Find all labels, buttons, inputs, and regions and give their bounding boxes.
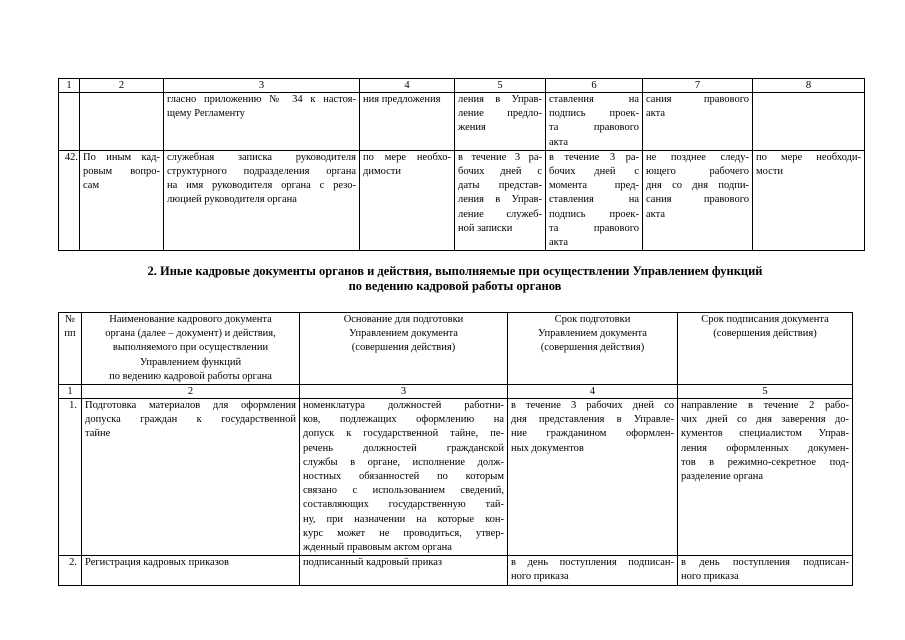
text-line: ление служеб- [458, 208, 542, 220]
row42-term-8 [753, 150, 865, 250]
header-signing-deadline [678, 313, 853, 385]
text-line: Подготовка материалов для оформления [85, 400, 296, 412]
text-line: структурного подразделения органа [167, 166, 356, 178]
text-line: подписанный кадровый приказ [303, 557, 443, 569]
section-heading [58, 264, 852, 294]
text-line: пп [64, 328, 76, 340]
text-line: Управлением документа [538, 328, 647, 340]
text-line: Регистрация кадровых приказов [85, 557, 229, 569]
text-line: дня представления в Управле- [511, 414, 674, 426]
text-line: Наименование кадрового документа [109, 314, 272, 325]
text-line: ющего рабочего [646, 166, 749, 178]
text-line: ного приказа [681, 571, 739, 583]
text-line: чих дней со дня заверения до- [681, 414, 849, 426]
text-line: связано с использованием сведений, [303, 485, 504, 497]
text-line: дня со дня подпи- [646, 180, 749, 192]
text-line: по мере необхо- [363, 151, 451, 163]
text-line: Управлением документа [349, 328, 458, 340]
section-heading-line-2: по ведению кадровой работы органов [348, 279, 562, 293]
text-line: служебная записка руководителя [167, 151, 356, 163]
text-line: ния предложения [363, 94, 441, 105]
column-number-row [59, 79, 865, 93]
text-line: службы в органе, исполнение долж- [303, 456, 504, 468]
text-line: щему Регламенту [167, 108, 245, 120]
text-line: допуск к государственной тайне, пе- [303, 428, 504, 440]
text-line: та правового [549, 122, 639, 134]
row42-document-name [80, 150, 164, 250]
text-line: жденный правовым актом органа [303, 542, 452, 554]
text-line: ной записки [458, 222, 513, 234]
text-line: акта [549, 237, 569, 249]
row-cell-c4 [508, 556, 678, 585]
column-number: 2 [82, 385, 300, 399]
column-number: 4 [508, 385, 678, 399]
text-line: Срок подготовки [554, 314, 631, 325]
column-number: 1 [59, 79, 80, 93]
column-number: 7 [643, 79, 753, 93]
text-line: ление предло- [458, 108, 542, 120]
table-header-row [59, 313, 853, 385]
text-line: мости [756, 166, 784, 178]
text-line: ние гражданином оформлен- [511, 428, 674, 440]
text-line: акта [549, 136, 569, 148]
column-number: 2 [80, 79, 164, 93]
text-line: на имя руководителя органа с резо- [167, 180, 356, 192]
text-line: По иным кад- [83, 151, 160, 163]
text-line: Срок подписания документа [701, 314, 829, 325]
text-line: подпись проек- [549, 108, 639, 120]
row-number: 2. [59, 556, 82, 585]
text-line: составляющих государственную тай- [303, 499, 504, 511]
text-line: (совершения действия) [351, 342, 456, 354]
text-line: бочих дней с [458, 166, 542, 178]
text-line: акта [646, 208, 666, 220]
column-number: 3 [300, 385, 508, 399]
text-line: ного приказа [511, 571, 569, 583]
continued-cell [753, 93, 865, 151]
table-row [59, 399, 853, 556]
column-number: 3 [164, 79, 360, 93]
text-line: в день поступления подписан- [681, 557, 849, 569]
text-line: сам [83, 180, 100, 192]
text-line: по мере необходи- [756, 151, 861, 163]
text-line: номенклатура должностей работни- [303, 400, 504, 412]
text-line: № [64, 314, 76, 325]
text-line: тайне [85, 428, 111, 440]
text-line: допуска граждан к государственной [85, 414, 296, 426]
text-line: курс может не проводиться, утвер- [303, 527, 504, 539]
text-line: в течение 3 рабочих дней со [511, 400, 674, 412]
row-number: 1. [59, 399, 82, 556]
text-line: тов в режимно-секретное под- [681, 456, 849, 468]
row-cell-c2 [82, 556, 300, 585]
text-line: ностных обязанностей по которым [303, 471, 504, 483]
text-line: ставления на [549, 94, 639, 105]
text-line: (совершения действия) [540, 342, 645, 354]
text-line: не позднее следу- [646, 151, 749, 163]
text-line: момента пред- [549, 180, 639, 192]
row-cell-c5 [678, 399, 853, 556]
text-line: в течение 3 ра- [458, 151, 542, 163]
continued-cell [80, 93, 164, 151]
row42-signing-deadline [643, 150, 753, 250]
text-line: подпись проек- [549, 208, 639, 220]
row42-basis [164, 150, 360, 250]
row-cell-c4 [508, 399, 678, 556]
row-cell-c3 [300, 556, 508, 585]
text-line: выполняемого при осуществлении [112, 342, 269, 354]
text-line: направление в течение 2 рабо- [681, 400, 849, 412]
header-number [59, 313, 82, 385]
text-line: (совершения действия) [713, 328, 817, 340]
text-line: ления в Управ- [458, 194, 542, 206]
continued-cell [164, 93, 360, 151]
text-line: ления оформленных докумен- [681, 442, 849, 454]
column-number: 8 [753, 79, 865, 93]
text-line: димости [363, 166, 401, 178]
column-number: 6 [546, 79, 643, 93]
row42-term-5 [455, 150, 546, 250]
continued-cell [360, 93, 455, 151]
text-line: жения [458, 122, 486, 134]
text-line: та правового [549, 222, 639, 234]
text-line: Управлением функций [139, 356, 242, 368]
text-line: кументов специалистом Управ- [681, 428, 849, 440]
continued-cell [643, 93, 753, 151]
text-line: органа (далее – документ) и действия, [105, 328, 276, 340]
text-line: по ведению кадровой работы органа [109, 370, 272, 382]
text-line: даты представ- [458, 180, 542, 192]
text-line: речень должностей гражданской [303, 442, 504, 454]
text-line: ных документов [511, 442, 584, 454]
text-line: сания правового [646, 94, 749, 105]
row-cell-c3 [300, 399, 508, 556]
text-line: бочих дней с [549, 166, 639, 178]
column-number: 5 [678, 385, 853, 399]
text-line: ков, подлежащих оформлению на [303, 414, 504, 426]
column-number: 4 [360, 79, 455, 93]
continued-cell [59, 93, 80, 151]
section-heading-line-1: 2. Иные кадровые документы органов и действия, выполняемые при осуществлении Управлением функций [147, 264, 763, 278]
text-line: люцией руководителя органа [167, 194, 297, 206]
row42-term-6 [546, 150, 643, 250]
continued-cell [546, 93, 643, 151]
table-row [59, 556, 853, 585]
text-line: ставления на [549, 194, 639, 206]
column-number: 5 [455, 79, 546, 93]
text-line: ровым вопро- [83, 166, 160, 178]
text-line: сания правового [646, 194, 749, 206]
table-row-42 [59, 150, 865, 250]
header-basis [300, 313, 508, 385]
text-line: ления в Управ- [458, 94, 542, 105]
continued-row [59, 93, 865, 151]
text-line: разделение органа [681, 471, 764, 483]
row-cell-c5 [678, 556, 853, 585]
row-number: 42. [59, 150, 80, 250]
continued-table [58, 78, 865, 251]
header-document-name [82, 313, 300, 385]
text-line: акта [646, 108, 666, 120]
text-line: Основание для подготовки [343, 314, 464, 325]
personnel-documents-table [58, 312, 853, 586]
column-number-row [59, 385, 853, 399]
text-line: в день поступления подписан- [511, 557, 674, 569]
text-line: в течение 3 ра- [549, 151, 639, 163]
row42-preparation-deadline [360, 150, 455, 250]
column-number: 1 [59, 385, 82, 399]
header-preparation-deadline [508, 313, 678, 385]
row-cell-c2 [82, 399, 300, 556]
text-line: ну, при назначении на которые кон- [303, 513, 504, 525]
continued-cell [455, 93, 546, 151]
text-line: гласно приложению № 34 к настоя- [167, 94, 356, 105]
